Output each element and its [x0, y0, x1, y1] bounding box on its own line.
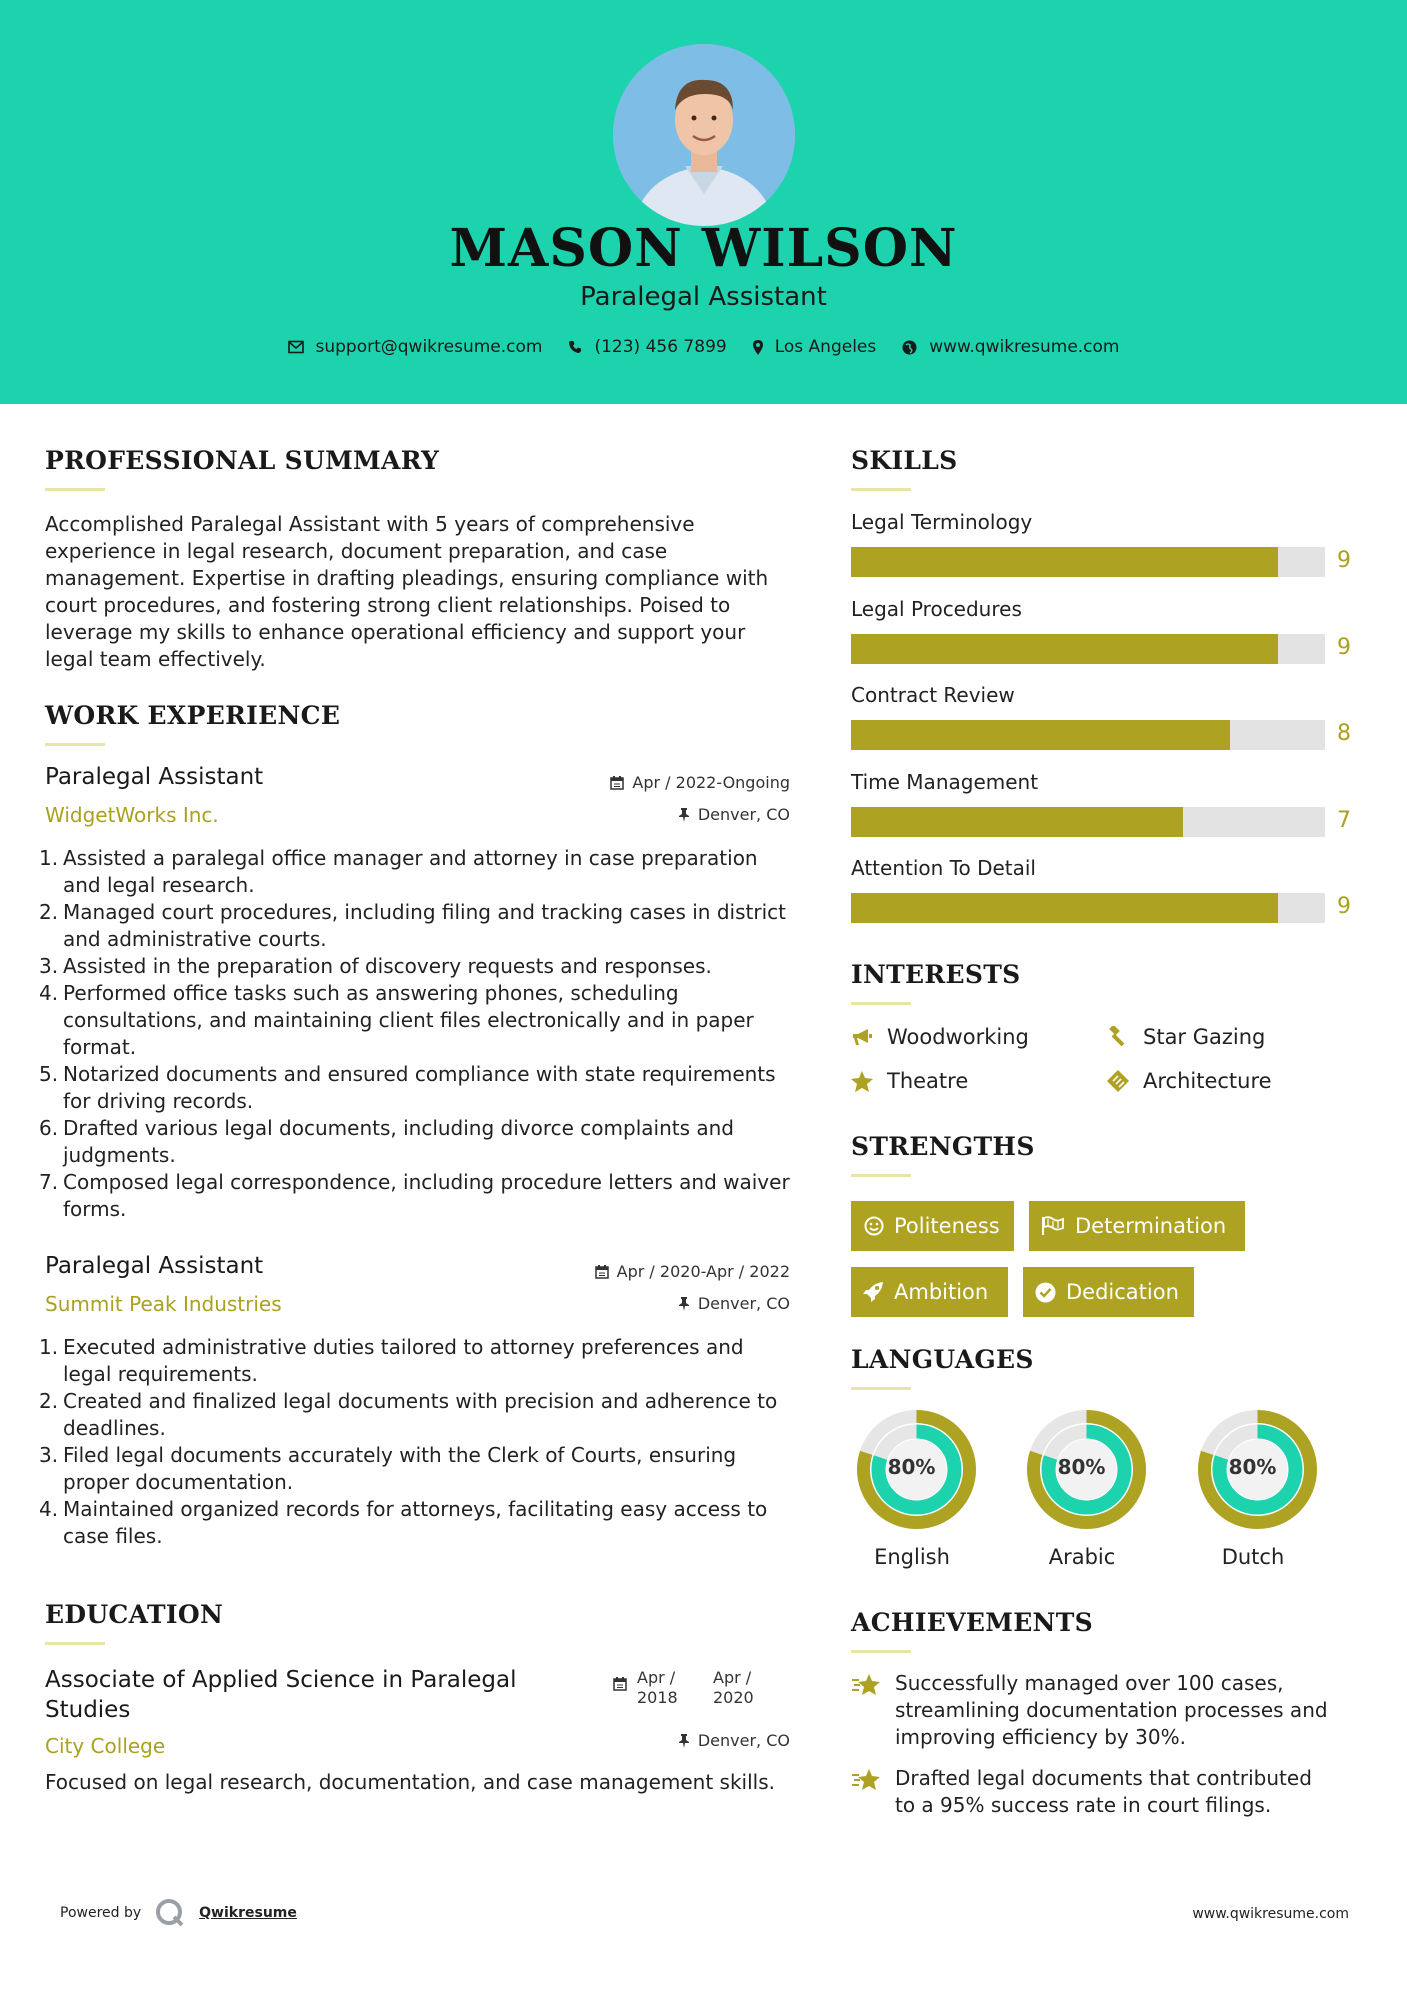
list-item: 2. Created and finalized legal documents with precision and adherence to deadlines.: [39, 1389, 778, 1440]
achievements-divider: [851, 1650, 911, 1653]
language-item: [1192, 1409, 1322, 1569]
strength-label: Dedication: [1066, 1280, 1179, 1304]
languages-divider: [851, 1387, 911, 1390]
skills-divider: [851, 488, 911, 491]
strength-determination: [1029, 1201, 1245, 1251]
achievement-item-2: [851, 1765, 1371, 1819]
language-name: English: [874, 1545, 950, 1569]
education-description: Focused on legal research, documentation, and case management skills.: [45, 1770, 775, 1794]
strengths-divider: [851, 1174, 911, 1177]
job-1-location: [678, 805, 790, 824]
job-2-title: Paralegal Assistant: [45, 1253, 264, 1279]
language-percent: 80%: [887, 1455, 936, 1479]
skill-name: Attention To Detail: [851, 856, 1036, 880]
job-1-title: Paralegal Assistant: [45, 764, 264, 790]
job-1-company: WidgetWorks Inc.: [45, 803, 219, 827]
interest-label: Woodworking: [887, 1025, 1029, 1049]
qwikresume-link[interactable]: Qwikresume: [199, 1905, 297, 1921]
job-2-company: Summit Peak Industries: [45, 1292, 282, 1316]
strengths-heading: STRENGTHS: [851, 1132, 1035, 1161]
language-item: [1021, 1409, 1151, 1569]
skill-name: Legal Procedures: [851, 596, 1022, 621]
education-end-month: Apr /: [713, 1668, 752, 1687]
list-item: 3. Filed legal documents accurately with the Clerk of Courts, ensuring proper documentation.: [39, 1443, 737, 1494]
education-divider: [45, 1642, 105, 1645]
envelope-icon: [288, 340, 304, 354]
education-start-year: 2018: [637, 1688, 678, 1707]
skill-value: 9: [1337, 548, 1351, 573]
pushpin-icon: [678, 1734, 690, 1748]
calendar-icon: [610, 776, 624, 790]
job-2-dates: [595, 1262, 790, 1281]
strength-ambition: [851, 1267, 1008, 1317]
education-degree-line-2: Studies: [45, 1697, 131, 1723]
pushpin-icon: [678, 808, 690, 822]
skill-bar-fill: [851, 547, 1278, 577]
list-item: 1. Assisted a paralegal office manager and attorney in case preparation and legal research.: [39, 846, 758, 897]
skill-value: 7: [1337, 807, 1351, 833]
job-2-bullets: [39, 1334, 795, 1550]
pushpin-icon: [678, 1297, 690, 1311]
footer-website[interactable]: www.qwikresume.com: [1192, 1906, 1349, 1922]
calendar-icon: [613, 1677, 627, 1691]
education-end-year: 2020: [713, 1688, 754, 1707]
languages-heading: LANGUAGES: [851, 1345, 1034, 1374]
rocket-icon: [862, 1281, 884, 1303]
education-start: [637, 1668, 713, 1708]
skill-bar-fill: [851, 807, 1183, 837]
skill-value: 9: [1337, 634, 1351, 660]
powered-by-label: Powered by: [60, 1905, 142, 1921]
candidate-role: Paralegal Assistant: [580, 282, 827, 312]
strength-label: Politeness: [894, 1214, 1000, 1238]
list-item: 6. Drafted various legal documents, including divorce complaints and judgments.: [39, 1116, 735, 1167]
skill-bar-track: [851, 634, 1325, 664]
education-degree: [45, 1665, 517, 1725]
candidate-name: MASON WILSON: [449, 218, 958, 279]
language-percent: 80%: [1057, 1455, 1106, 1479]
skill-bar-fill: [851, 634, 1278, 664]
qwikresume-logo-icon: [155, 1898, 185, 1928]
skill-bar-track: [851, 720, 1325, 750]
contact-email-text: support@qwikresume.com: [315, 337, 543, 357]
achievement-text: Successfully managed over 100 cases, streamlining documentation processes and improving efficiency by 30%.: [895, 1671, 1328, 1749]
achievement-text: Drafted legal documents that contributed to a 95% success rate in court filings.: [895, 1766, 1312, 1817]
experience-heading: WORK EXPERIENCE: [45, 701, 341, 730]
interest-woodworking: [851, 1025, 1029, 1049]
interest-label: Architecture: [1143, 1069, 1272, 1093]
job-2-location-text: Denver, CO: [697, 1294, 790, 1313]
strength-label: Determination: [1075, 1214, 1227, 1238]
list-item: 4. Performed office tasks such as answering phones, scheduling consultations, and maintaining client files electronically and in paper format.: [39, 981, 754, 1059]
education-end: [713, 1668, 754, 1708]
job-1-bullets: [39, 845, 795, 1223]
skill-name: Legal Terminology: [851, 510, 1033, 534]
strength-label: Ambition: [894, 1280, 989, 1304]
strength-dedication: [1023, 1267, 1194, 1317]
list-item: 5. Notarized documents and ensured compliance with state requirements for driving records.: [39, 1062, 776, 1113]
list-item: 7. Composed legal correspondence, including procedure letters and waiver forms.: [39, 1170, 790, 1221]
map-pin-icon: [753, 340, 763, 355]
job-2-dates-text: Apr / 2020-Apr / 2022: [616, 1262, 790, 1281]
megaphone-icon: [851, 1027, 873, 1047]
check-circle-icon: [1035, 1282, 1056, 1303]
education-location: [678, 1731, 790, 1750]
education-heading: EDUCATION: [45, 1600, 224, 1629]
strength-politeness: [851, 1201, 1014, 1251]
star-icon: [851, 1071, 873, 1092]
smile-icon: [864, 1216, 884, 1236]
summary-text: Accomplished Paralegal Assistant with 5 years of comprehensive experience in legal research, document preparation, and case management. Expertise in drafting pleadings, ensuring compliance with court procedures, and fostering strong client relationships. Poised to leverage my skills to enhance operational efficiency and support your legal team effectively.: [45, 512, 769, 671]
skill-value: 8: [1337, 721, 1351, 746]
interest-label: Theatre: [887, 1069, 969, 1093]
interests-heading: INTERESTS: [851, 960, 1021, 989]
education-location-text: Denver, CO: [697, 1731, 790, 1750]
language-percent: 80%: [1228, 1455, 1277, 1479]
education-dates: [613, 1668, 754, 1708]
phone-icon: [568, 340, 582, 354]
language-name: Arabic: [1048, 1545, 1116, 1569]
job-1-dates-text: Apr / 2022-Ongoing: [632, 773, 790, 792]
list-item: 3. Assisted in the preparation of discovery requests and responses.: [39, 954, 712, 978]
resume-header: [0, 0, 1407, 404]
list-item: 4. Maintained organized records for attorneys, facilitating easy access to case files.: [39, 1497, 768, 1548]
job-1-location-text: Denver, CO: [697, 805, 790, 824]
skill-bar-track: [851, 807, 1325, 837]
list-item: 2. Managed court procedures, including filing and tracking cases in district and administrative courts.: [39, 900, 786, 951]
education-start-month: Apr /: [637, 1668, 676, 1687]
list-item: 1. Executed administrative duties tailored to attorney preferences and legal requirements.: [39, 1335, 744, 1386]
summary-divider: [45, 488, 105, 491]
interest-theatre: [851, 1069, 968, 1093]
job-1-dates: [610, 773, 790, 792]
education-degree-line-1: Associate of Applied Science in Paralegal: [45, 1667, 517, 1693]
achievements-heading: ACHIEVEMENTS: [851, 1608, 1093, 1637]
interest-star-gazing: [1107, 1025, 1265, 1049]
skill-bar-track: [851, 893, 1325, 923]
achievement-item-1: [851, 1670, 1371, 1751]
gavel-icon: [1107, 1026, 1129, 1048]
contact-location-text: Los Angeles: [774, 337, 877, 357]
contact-website[interactable]: [902, 337, 1119, 357]
contact-phone-text: (123) 456 7899: [594, 337, 727, 357]
skill-value: 9: [1337, 894, 1351, 919]
education-school: City College: [45, 1734, 166, 1758]
footer-powered-by: [60, 1898, 297, 1928]
skill-bar-fill: [851, 893, 1278, 923]
profile-photo: [613, 44, 795, 226]
language-item: [851, 1409, 981, 1569]
trophy-star-icon: [851, 1767, 883, 1793]
language-name: Dutch: [1221, 1545, 1285, 1569]
contact-email[interactable]: [288, 337, 543, 357]
skill-name: Contract Review: [851, 683, 1015, 707]
skill-name: Time Management: [851, 769, 1039, 794]
contact-website-text: www.qwikresume.com: [929, 337, 1120, 357]
contact-bar: [0, 337, 1407, 357]
contact-location: [753, 337, 877, 357]
contact-phone[interactable]: [568, 337, 726, 357]
globe-icon: [902, 340, 917, 355]
interest-architecture: [1107, 1069, 1272, 1093]
trophy-star-icon: [851, 1672, 883, 1698]
experience-divider: [45, 743, 105, 746]
skill-bar-fill: [851, 720, 1230, 750]
skills-heading: SKILLS: [851, 446, 958, 475]
summary-heading: PROFESSIONAL SUMMARY: [45, 446, 440, 475]
ticket-icon: [1107, 1070, 1129, 1092]
calendar-icon: [595, 1265, 609, 1279]
interests-divider: [851, 1002, 911, 1005]
interest-label: Star Gazing: [1143, 1025, 1266, 1049]
skill-bar-track: [851, 547, 1325, 577]
job-2-location: [678, 1294, 790, 1313]
flag-icon: [1041, 1216, 1065, 1236]
